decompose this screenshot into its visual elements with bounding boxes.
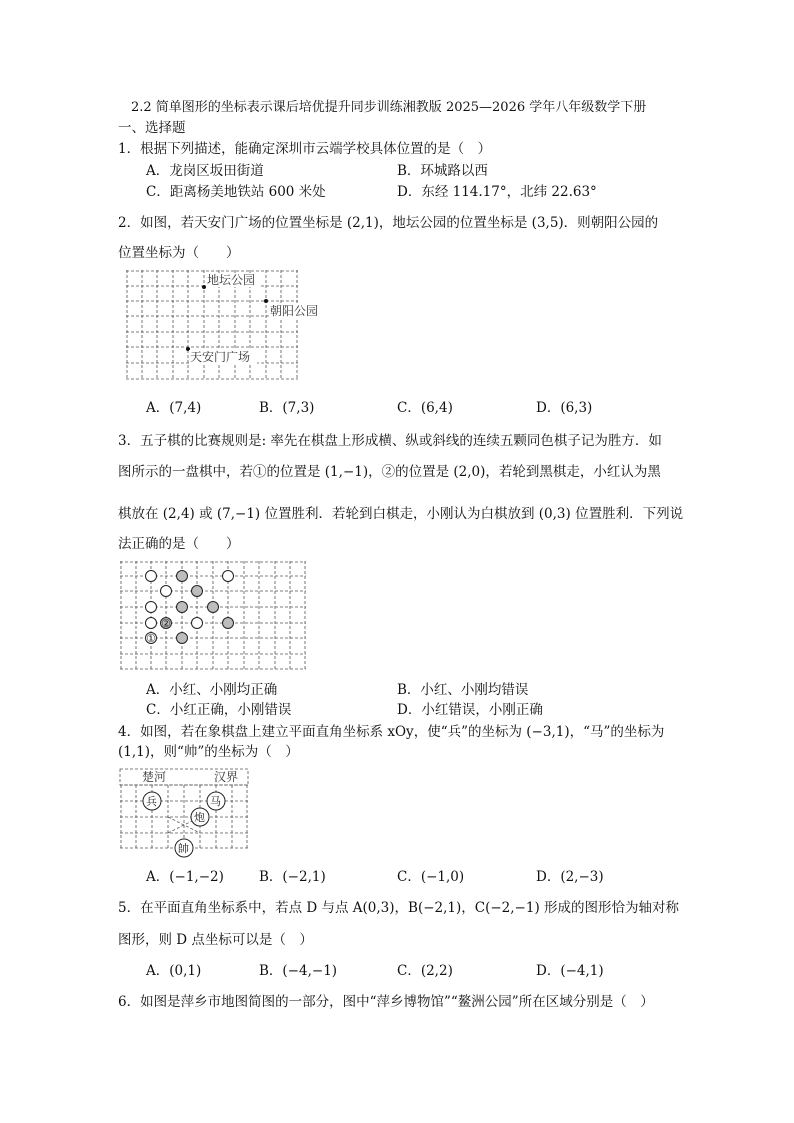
river-label-chu: 楚河 <box>142 770 167 784</box>
shuai-label: 帥 <box>178 842 189 855</box>
question-6-stem: 6．如图是萍乡市地图简图的一部分，图中“萍乡博物馆”“鳌洲公园”所在区域分别是（ ） <box>118 994 654 1010</box>
white-piece <box>146 602 157 613</box>
q2-option-d: D．(6,3) <box>536 400 593 416</box>
pao-label: 炮 <box>194 811 205 824</box>
river-label-han: 汉界 <box>214 770 239 784</box>
q3-option-c: C．小红正确，小刚错误 <box>146 702 292 718</box>
ditan-park-point <box>202 285 206 289</box>
question-5-stem-line-2: 图形，则 D 点坐标可以是（ ） <box>118 932 313 948</box>
black-piece <box>223 618 234 629</box>
ma-label: 马 <box>210 795 221 808</box>
q2-option-a: A．(7,4) <box>146 400 202 416</box>
chinese-chess-board-figure <box>120 769 250 855</box>
question-2-stem-line-1: 2．如图，若天安门广场的位置坐标是 (2,1)，地坛公园的位置坐标是 (3,5)．则朝阳公园的 <box>118 215 659 231</box>
question-5-stem-line-1: 5．在平面直角坐标系中，若点 D 与点 A(0,3)，B(−2,1)，C(−2,−1) 形成的图形恰为轴对称 <box>118 900 680 916</box>
section-heading: 一、选择题 <box>118 120 186 136</box>
white-piece <box>192 618 203 629</box>
white-piece <box>146 571 157 582</box>
q1-option-d: D．东经 114.17°，北纬 22.63° <box>397 184 597 200</box>
bing-label: 兵 <box>146 795 157 808</box>
piece-mark-1: ① <box>146 632 156 645</box>
q1-option-c: C．距离杨美地铁站 600 米处 <box>146 184 326 200</box>
question-4-stem-line-2: (1,1)，则“帅”的坐标为（ ） <box>118 744 299 760</box>
q3-option-b: B．小红、小刚均错误 <box>397 682 529 698</box>
ditan-park-label: 地坛公园 <box>207 273 256 287</box>
chaoyang-park-label: 朝阳公园 <box>270 304 319 318</box>
question-3-stem-line-3: 棋放在 (2,4) 或 (7,−1) 位置胜利．若轮到白棋走，小刚认为白棋放到 (0,3) 位置胜利．下列说 <box>118 506 684 522</box>
document-title: 2.2 简单图形的坐标表示课后培优提升同步训练湘教版 2025—2026 学年八年级数学下册 <box>131 100 647 115</box>
q4-option-b: B．(−2,1) <box>259 869 326 885</box>
gomoku-board-figure <box>120 561 308 671</box>
white-piece <box>223 571 234 582</box>
question-3-stem-line-1: 3．五子棋的比赛规则是: 率先在棋盘上形成横、纵或斜线的连续五颗同色棋子记为胜方．如 <box>118 433 662 449</box>
black-piece <box>177 571 188 582</box>
q1-option-b: B．环城路以西 <box>397 163 488 179</box>
beijing-map-grid-figure <box>126 270 319 382</box>
tiananmen-label: 天安门广场 <box>190 350 251 364</box>
q4-option-d: D．(2,−3) <box>536 869 604 885</box>
q4-option-c: C．(−1,0) <box>397 869 465 885</box>
white-piece <box>161 586 172 597</box>
q5-option-b: B．(−4,−1) <box>259 963 338 979</box>
q4-option-a: A．(−1,−2) <box>146 869 224 885</box>
question-3-stem-line-4: 法正确的是（ ） <box>118 536 240 552</box>
q3-option-a: A．小红、小刚均正确 <box>146 682 278 698</box>
q5-option-c: C．(2,2) <box>397 963 453 979</box>
black-piece <box>177 602 188 613</box>
question-2-stem-line-2: 位置坐标为（ ） <box>118 245 240 261</box>
black-piece <box>192 586 203 597</box>
chaoyang-park-point <box>264 299 268 303</box>
piece-mark-2: ② <box>161 617 171 630</box>
white-piece <box>146 618 157 629</box>
black-piece <box>177 633 188 644</box>
question-3-stem-line-2: 图所示的一盘棋中，若①的位置是 (1,−1)，②的位置是 (2,0)，若轮到黑棋走，小红认为黑 <box>118 464 661 480</box>
q5-option-d: D．(−4,1) <box>536 963 604 979</box>
question-1-stem: 1．根据下列描述，能确定深圳市云端学校具体位置的是（ ） <box>118 141 492 157</box>
question-4-stem-line-1: 4．如图，若在象棋盘上建立平面直角坐标系 xOy，使“兵”的坐标为 (−3,1)，“马”的坐标为 <box>118 724 665 740</box>
q1-option-a: A．龙岗区坂田街道 <box>146 163 264 179</box>
q5-option-a: A．(0,1) <box>146 963 202 979</box>
q3-option-d: D．小红错误，小刚正确 <box>397 702 543 718</box>
q2-option-c: C．(6,4) <box>397 400 453 416</box>
q2-option-b: B．(7,3) <box>259 400 315 416</box>
black-piece <box>208 602 219 613</box>
